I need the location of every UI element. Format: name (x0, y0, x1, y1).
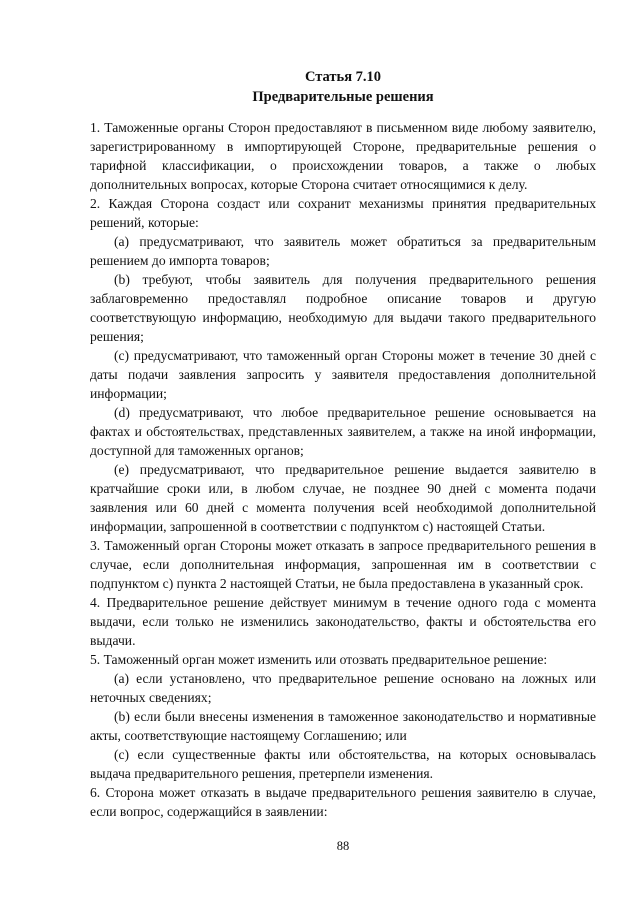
paragraph: (c) если существенные факты или обстоятельства, на которых основывалась выдача предварительного решения, претерпели изменения. (90, 747, 596, 781)
paragraph: (c) предусматривают, что таможенный орган Стороны может в течение 30 дней с даты подачи заявления запросить у заявителя предоставления дополнительной информации; (90, 348, 596, 401)
paragraph: 6. Сторона может отказать в выдаче предварительного решения заявителю в случае, если вопрос, содержащийся в заявлении: (90, 785, 596, 819)
paragraph: 4. Предварительное решение действует минимум в течение одного года с момента выдачи, если только не изменились законодательство, факты и обстоятельства его выдачи. (90, 595, 596, 648)
paragraph: 1. Таможенные органы Сторон предоставляют в письменном виде любому заявителю, зарегистрированному в импортирующей Стороне, предварительные решения о тарифной классификации, о происхождении товаров, а также о любых дополнительных вопросах, которые Сторона считает относящимися к делу. (90, 120, 596, 192)
article-title: Предварительные решения (252, 89, 434, 105)
article-number: Статья 7.10 (304, 69, 382, 85)
paragraph: 5. Таможенный орган может изменить или отозвать предварительное решение: (90, 652, 548, 667)
paragraph: 2. Каждая Сторона создаст или сохранит механизмы принятия предварительных решений, которые: (90, 196, 596, 230)
page-number: 88 (336, 839, 350, 853)
paragraph: (a) предусматривают, что заявитель может обратиться за предварительным решением до импорта товаров; (90, 234, 596, 268)
paragraph: (e) предусматривают, что предварительное решение выдается заявителю в кратчайшие сроки или, в любом случае, не позднее 90 дней с момента подачи заявления или 60 дней с момента получения всей необходимой дополнительной информации, запрошенной в соответствии с подпунктом с) настоящей Статьи. (90, 462, 596, 534)
article-body (90, 118, 596, 821)
paragraph: 3. Таможенный орган Стороны может отказать в запросе предварительного решения в случае, если дополнительная информация, запрошенная им в соответствии с подпунктом с) пункта 2 настоящей Статьи, не была предоставлена в указанный срок. (90, 538, 596, 591)
document-page (90, 0, 596, 905)
paragraph: (b) требуют, чтобы заявитель для получения предварительного решения заблаговременно предоставлял подробное описание товаров и другую соответствующую информацию, необходимую для выдачи такого предварительного решения; (90, 272, 596, 344)
paragraph: (a) если установлено, что предварительное решение основано на ложных или неточных сведениях; (90, 671, 596, 705)
paragraph: (d) предусматривают, что любое предварительное решение основывается на фактах и обстоятельствах, представленных заявителем, а также на иной информации, доступной для таможенных органов; (90, 405, 596, 458)
paragraph: (b) если были внесены изменения в таможенное законодательство и нормативные акты, соответствующие настоящему Соглашению; или (90, 709, 596, 743)
